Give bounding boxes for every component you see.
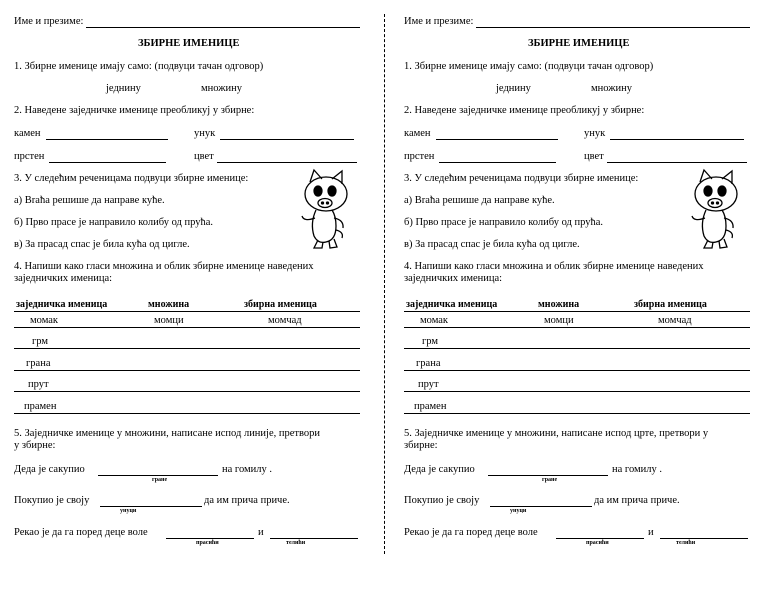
table-example-plural: момци [544,315,574,326]
task2-answer-4[interactable] [607,162,747,163]
task5-s3-hint-2: телићи [286,540,306,546]
table-header-plural: множина [148,299,190,310]
task3-sentence-c[interactable]: в) За прасад спас је била кућа од цигле. [404,239,580,250]
task2-item-3: прстен [404,151,435,162]
task2-item-1: камен [404,128,431,139]
table-example-plural: момци [154,315,184,326]
task2-answer-3[interactable] [439,162,556,163]
pig-illustration [296,168,354,250]
table-row-word-1: грм [32,336,49,347]
task3-sentence-a[interactable]: а) Braћa решише да направе куће. [14,195,165,206]
task2-text: 2. Наведене заједничке именице преобликуј у збирне: [404,105,645,116]
name-field[interactable] [86,27,360,28]
task4-text-line2: заједничких именица: [14,273,113,284]
task5-s3-start: Рекао је да га поред деце воле [14,527,148,538]
table-row-rule [404,327,750,328]
table-row-answer-4[interactable] [14,413,360,414]
table-row-answer-1[interactable] [404,348,750,349]
task5-s2-start: Покупио је своју [404,495,480,506]
task5-text-line2: збирне: [404,440,438,451]
task2-item-1: камен [14,128,41,139]
task5-s1-answer[interactable] [488,475,608,476]
cut-line-divider [384,14,385,554]
task5-s2-answer[interactable] [100,506,202,507]
task5-s1-answer[interactable] [98,475,218,476]
task5-s3-answer-2[interactable] [660,538,748,539]
name-label: Име и презиме: [14,16,84,27]
task5-s2-end: да им прича приче. [594,495,680,506]
task2-answer-2[interactable] [220,139,354,140]
task2-item-2: унук [194,128,216,139]
task5-s1-hint: гране [152,477,168,483]
table-example-collective: момчад [658,315,692,326]
table-row-answer-2[interactable] [404,370,750,371]
task5-s3-hint-2: телићи [676,540,696,546]
table-row-rule [14,327,360,328]
task5-text-line1: 5. Заједничке именице у множини, написане испод линије, претвори [14,428,320,439]
table-row-word-3: прут [418,379,439,390]
task3-text: 3. У следећим реченицама подвуци збирне именице: [14,173,249,184]
table-row-word-2: грана [416,358,441,369]
task4-text-line1: 4. Напиши како гласи множина и облик збирне именице наведених [404,261,704,272]
table-header-rule [404,311,750,312]
task5-text-line1: 5. Заједничке именице у множини, написане испод црте, претвори у [404,428,709,439]
name-label: Име и презиме: [404,16,474,27]
task2-answer-1[interactable] [436,139,558,140]
table-header-common: заједничка именица [406,299,498,310]
task2-item-2: унук [584,128,606,139]
task3-text: 3. У следећим реченицама подвуци збирне именице: [404,173,639,184]
task1-text: 1. Збирне именице имају само: (подвуци тачан одговор) [404,61,654,72]
table-header-rule [14,311,360,312]
task5-s2-answer[interactable] [490,506,592,507]
table-row-answer-3[interactable] [404,391,750,392]
name-field[interactable] [476,27,750,28]
table-header-collective: збирна именица [244,299,317,310]
table-header-plural: множина [538,299,580,310]
table-row-word-4: прамен [24,401,57,412]
worksheet-title: ЗБИРНЕ ИМЕНИЦЕ [138,38,240,49]
table-example-common: момак [420,315,449,326]
task1-option-plural[interactable]: множину [591,83,632,94]
task2-text: 2. Наведене заједничке именице преобликуј у збирне: [14,105,255,116]
task5-s1-start: Деда је сакупио [404,464,475,475]
task5-s2-hint: унуци [510,508,527,514]
worksheet-title: ЗБИРНЕ ИМЕНИЦЕ [528,38,630,49]
worksheet-left [14,0,374,594]
task2-item-3: прстен [14,151,45,162]
task2-item-4: цвет [194,151,214,162]
task1-option-singular[interactable]: једнину [106,83,141,94]
task2-item-4: цвет [584,151,604,162]
table-row-answer-1[interactable] [14,348,360,349]
table-row-answer-4[interactable] [404,413,750,414]
task5-s1-hint: гране [542,477,558,483]
table-row-word-4: прамен [414,401,447,412]
table-row-answer-3[interactable] [14,391,360,392]
table-row-word-2: грана [26,358,51,369]
task1-option-singular[interactable]: једнину [496,83,531,94]
task5-s2-hint: унуци [120,508,137,514]
table-row-word-1: грм [422,336,439,347]
task5-s1-start: Деда је сакупио [14,464,85,475]
task5-s2-start: Покупио је своју [14,495,90,506]
task2-answer-3[interactable] [49,162,166,163]
task5-s3-answer-2[interactable] [270,538,358,539]
task5-s1-end: на гомилу . [612,464,663,475]
task5-s3-mid: и [648,527,654,538]
table-example-common: момак [30,315,59,326]
task4-text-line1: 4. Напиши како гласи множина и облик збирне именице наведених [14,261,314,272]
pig-illustration [686,168,744,250]
task5-s3-start: Рекао је да га поред деце воле [404,527,538,538]
task5-s3-answer-1[interactable] [556,538,644,539]
table-example-collective: момчад [268,315,302,326]
task5-text-line2: у збирне: [14,440,56,451]
table-row-word-3: прут [28,379,49,390]
task2-answer-1[interactable] [46,139,168,140]
task1-text: 1. Збирне именице имају само: (подвуци тачан одговор) [14,61,264,72]
table-row-answer-2[interactable] [14,370,360,371]
task5-s3-hint-1: прасићи [196,540,219,546]
task5-s3-mid: и [258,527,264,538]
table-header-collective: збирна именица [634,299,707,310]
task2-answer-4[interactable] [217,162,357,163]
table-header-common: заједничка именица [16,299,108,310]
task5-s3-answer-1[interactable] [166,538,254,539]
task5-s3-hint-1: прасићи [586,540,609,546]
worksheet-right [404,0,764,594]
task5-s2-end: да им прича приче. [204,495,290,506]
task1-option-plural[interactable]: множину [201,83,242,94]
task4-text-line2: заједничких именица: [404,273,503,284]
task3-sentence-b[interactable]: б) Прво прасе је направило колибу од прућа. [404,217,604,228]
task3-sentence-b[interactable]: б) Прво прасе је направило колибу од прућа. [14,217,214,228]
task5-s1-end: на гомилу . [222,464,273,475]
task3-sentence-c[interactable]: в) За прасад спас је била кућа од цигле. [14,239,190,250]
task3-sentence-a[interactable]: а) Braћa решише да направе куће. [404,195,555,206]
task2-answer-2[interactable] [610,139,744,140]
